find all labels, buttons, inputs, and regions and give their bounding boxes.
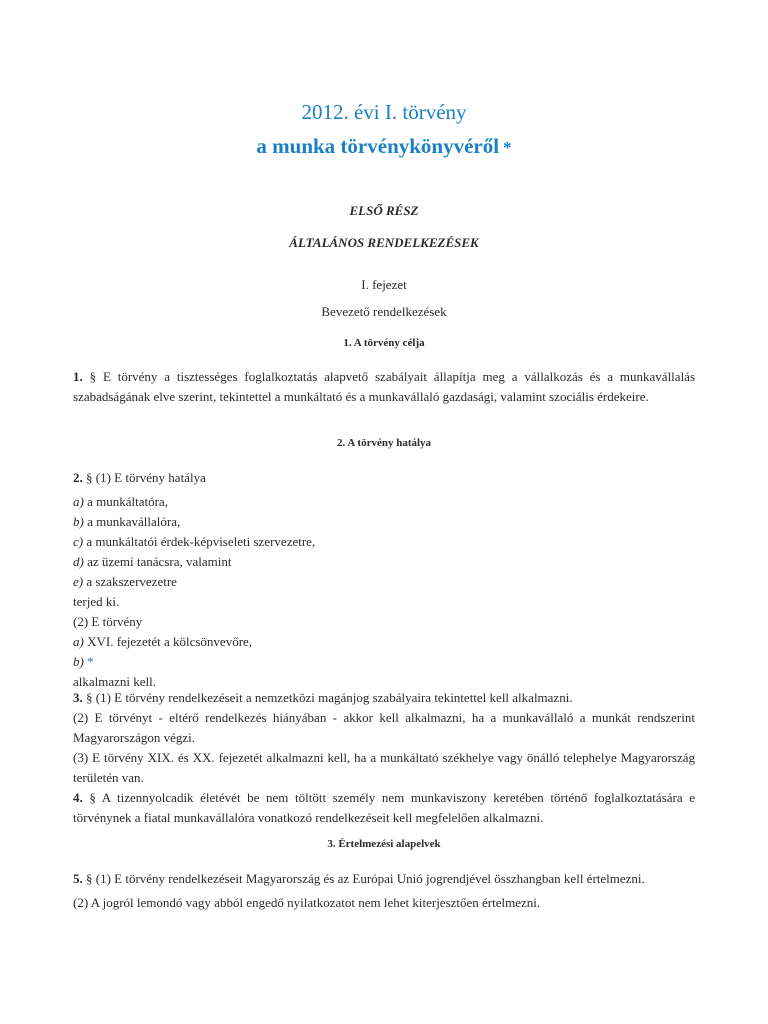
section-heading-3: 3. Értelmezési alapelvek bbox=[327, 838, 441, 850]
section-heading-1: 1. A törvény célja bbox=[343, 337, 425, 349]
paragraph-5: 5. § (1) E törvény rendelkezéseit Magyarország és az Európai Unió jogrendjével összhangban kell értelmezni. (2) A jogról lemondó vagy abból engedő nyilatkozatot nem lehet kiterjesztően értelmezni. bbox=[73, 871, 645, 910]
chapter-label: I. fejezet bbox=[361, 277, 407, 292]
part-title: ÁLTALÁNOS RENDELKEZÉSEK bbox=[289, 235, 479, 250]
paragraph-3: 3. § (1) E törvény rendelkezéseit a nemzetközi magánjog szabályaira tekintettel kell alkalmazni. (2) E törvényt - eltérő rendelkezés hiányában - akkor kell alkalmazni, ha a munkavállaló a munkát rendszerint Magyarországon végzi. (3) E törvény XIX. és XX. fejezetét alkalmazni kell, ha a munkáltató székhelye vagy önálló telephelye Magyarország területén van. 4. § A tizennyolcadik életévét be nem töltött személy nem munkaviszony keretében történő foglalkoztatására e törvénynek a fiatal munkavállalóra vonatkozó rendelkezéseit kell megfelelően alkalmazni. bbox=[73, 690, 695, 825]
footnote-link[interactable]: * bbox=[503, 138, 512, 157]
list-item: d) az üzemi tanácsra, valamint bbox=[73, 554, 232, 569]
law-title: 2012. évi I. törvény bbox=[301, 100, 467, 124]
law-subtitle: a munka törvénykönyvéről * bbox=[256, 134, 512, 158]
list-item: e) a szakszervezetre bbox=[73, 574, 177, 589]
list-item: b) a munkavállalóra, bbox=[73, 514, 181, 529]
list-item: c) a munkáltatói érdek-képviseleti szervezetre, bbox=[73, 534, 316, 549]
paragraph-1: 1. § E törvény a tisztességes foglalkoztatás alapvető szabályait állapítja meg a vállalkozás és a munkavállalás szabadságának elve szerint, tekintettel a munkáltató és a munkavállaló gazdasági, valamint szociális érdekeire. bbox=[73, 369, 696, 404]
paragraph-2: 2. § (1) E törvény hatálya a) a munkáltatóra, b) a munkavállalóra, c) a munkáltatói érdek-képviseleti szervezetre, d) az üzemi tanácsra, valamint e) a szakszervezetre terjed ki. (2) E törvény a) XVI. fejezetét a kölcsönvevőre, b) * alkalmazni kell. bbox=[73, 468, 695, 692]
list-item: a) a munkáltatóra, bbox=[73, 494, 168, 509]
footnote-link[interactable]: * bbox=[87, 654, 94, 669]
chapter-title: Bevezető rendelkezések bbox=[321, 304, 447, 319]
part-label: ELSŐ RÉSZ bbox=[349, 203, 419, 218]
section-heading-2: 2. A törvény hatálya bbox=[336, 437, 432, 449]
